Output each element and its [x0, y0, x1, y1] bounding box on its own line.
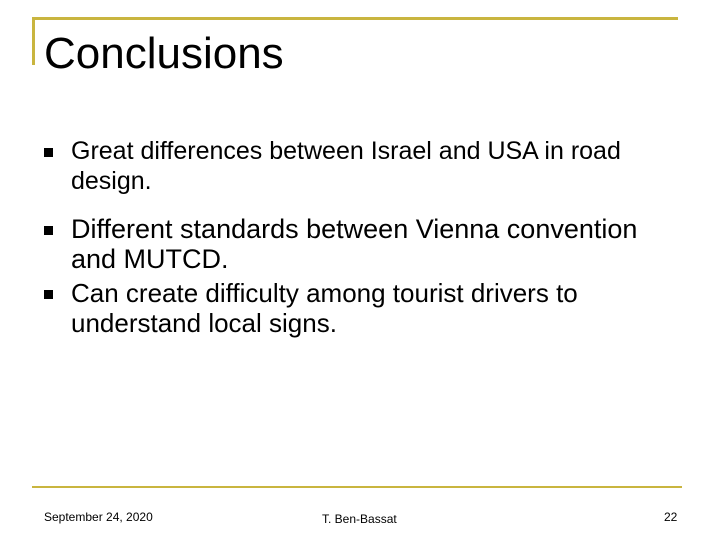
- footer-rule: [32, 486, 682, 488]
- bullet-text: Different standards between Vienna convention and MUTCD.: [71, 214, 638, 274]
- square-bullet-icon: [44, 226, 53, 235]
- bullet-text: Can create difficulty among tourist drivers to understand local signs.: [71, 278, 578, 338]
- footer-date: September 24, 2020: [44, 510, 153, 524]
- footer-author: T. Ben-Bassat: [322, 512, 397, 526]
- square-bullet-icon: [44, 148, 53, 157]
- bullet-item: [44, 136, 684, 196]
- bullet-text: Great differences between Israel and USA in road design.: [71, 137, 621, 195]
- slide-title: Conclusions: [44, 29, 284, 78]
- title-frame-top-rule: [32, 17, 678, 20]
- bullet-item: [44, 278, 684, 338]
- bullet-list: [44, 132, 684, 338]
- title-frame-left-rule: [32, 17, 35, 65]
- square-bullet-icon: [44, 290, 53, 299]
- page-number: 22: [664, 510, 678, 524]
- bullet-item: [44, 214, 684, 274]
